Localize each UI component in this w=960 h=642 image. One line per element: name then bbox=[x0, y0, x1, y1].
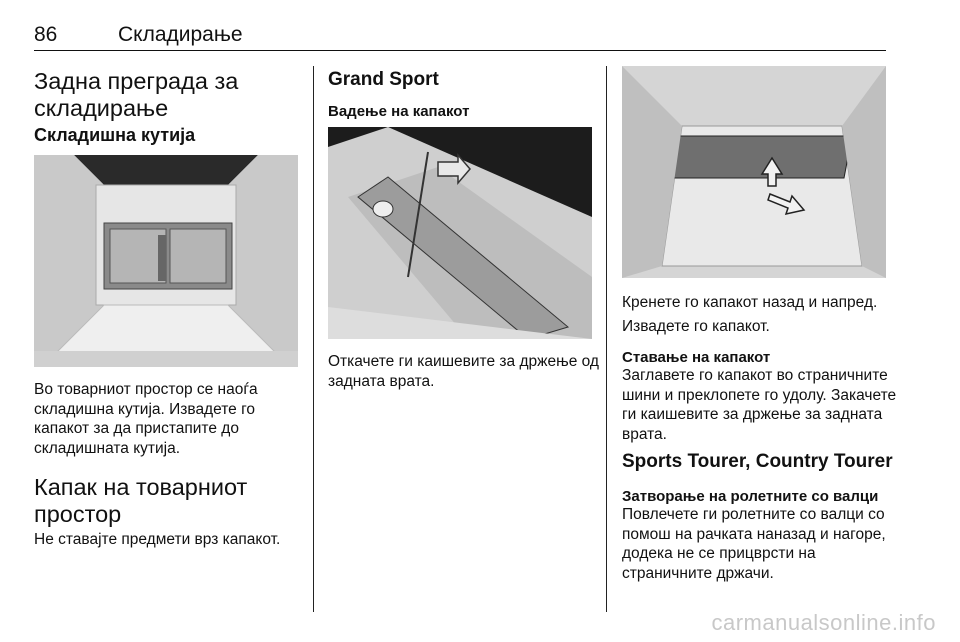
page-header bbox=[34, 22, 886, 51]
cover-removal-subheading: Вадење на капакот bbox=[328, 103, 470, 120]
tailgate-strap-illustration-icon bbox=[328, 127, 592, 339]
storage-box-illustration-icon bbox=[34, 155, 298, 367]
page-number: 86 bbox=[34, 23, 58, 46]
install-cover-paragraph: Заглавете го капакот во страничните шини и преклопете го удолу. Закачете ги каишевите за држење за задната врата. bbox=[622, 367, 897, 443]
tailgate-strap-figure bbox=[328, 127, 592, 339]
roller-blinds-subheading: Затворање на ролетните со валци bbox=[622, 488, 879, 505]
cover-removal-figure bbox=[622, 66, 886, 278]
subheading-storage-box: Складишна кутија bbox=[34, 125, 196, 145]
storage-box-paragraph: Во товарниот простор се наоѓа складишна кутија. Извадете го капакот за да пристапите до складишната кутија. bbox=[34, 381, 258, 457]
main-heading: Задна преграда за складирање bbox=[34, 68, 239, 121]
remove-cover-paragraph: Извадете го капакот. bbox=[622, 318, 770, 335]
sports-tourer-heading: Sports Tourer, Country Tourer bbox=[622, 451, 893, 472]
cover-removal-illustration-icon bbox=[622, 66, 886, 278]
install-cover-subheading: Ставање на капакот bbox=[622, 349, 771, 366]
cargo-cover-heading: Капак на товарниот простор bbox=[34, 474, 248, 527]
grand-sport-heading: Grand Sport bbox=[328, 69, 439, 90]
roller-blinds-paragraph: Повлечете ги ролетните со валци со помош на рачката наназад и нагоре, додека не се прицврсти на страничните држачи. bbox=[622, 506, 886, 582]
lift-cover-paragraph: Кренете го капакот назад и напред. bbox=[622, 294, 878, 311]
column-divider bbox=[606, 66, 607, 612]
watermark: carmanualsonline.info bbox=[711, 610, 936, 635]
strap-paragraph: Откачете ги каишевите за држење од задната врата. bbox=[328, 353, 599, 390]
storage-box-figure bbox=[34, 155, 298, 367]
section-title: Складирање bbox=[118, 23, 243, 46]
column-divider bbox=[313, 66, 314, 612]
cargo-cover-paragraph: Не ставајте предмети врз капакот. bbox=[34, 531, 281, 548]
